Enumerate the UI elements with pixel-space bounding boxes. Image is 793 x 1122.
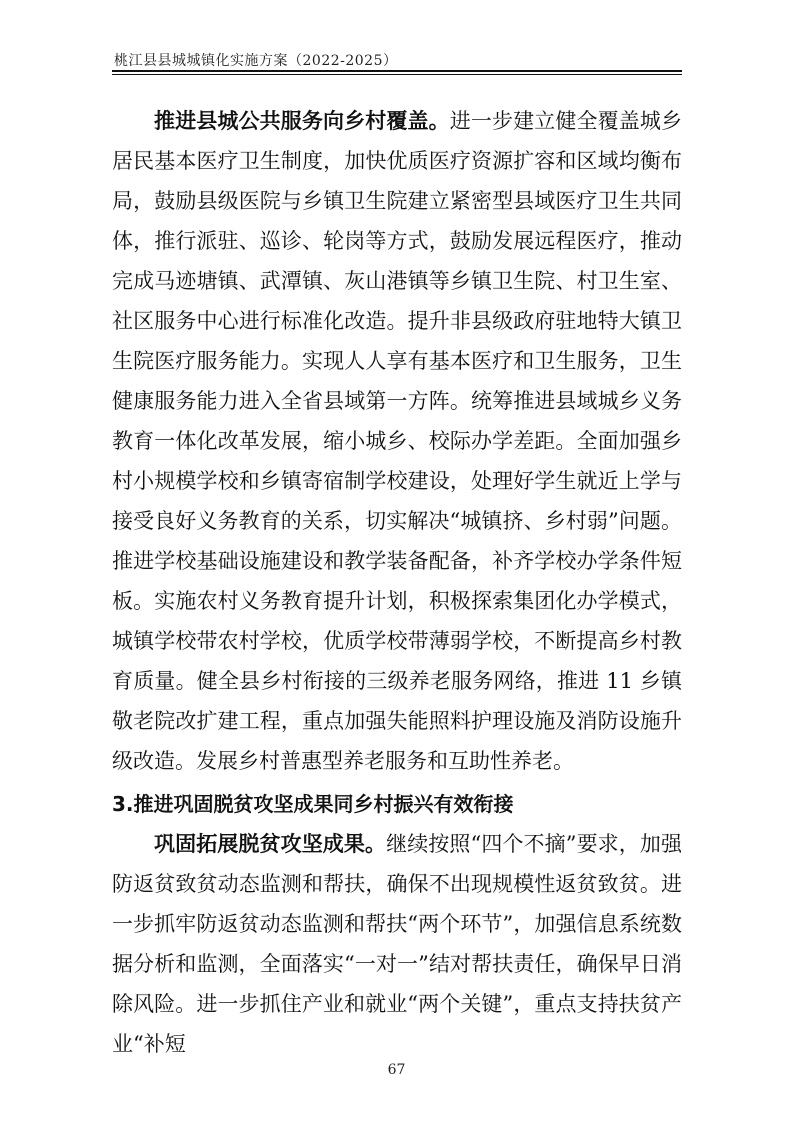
- paragraph-text: 进一步建立健全覆盖城乡居民基本医疗卫生制度，加快优质医疗资源扩容和区域均衡布局，鼓励县级医院与乡镇卫生院建立紧密型县域医疗卫生共同体，推行派驻、巡诊、轮岗等方式，鼓励发展远程医疗，推动完成马迹塘镇、武潭镇、灰山港镇等乡镇卫生院、村卫生室、社区服务中心进行标准化改造。提升非县级政府驻地特大镇卫生院医疗服务能力。实现人人享有基本医疗和卫生服务，卫生健康服务能力进入全省县域第一方阵。统筹推进县域城乡义务教育一体化改革发展，缩小城乡、校际办学差距。全面加强乡村小规模学校和乡镇寄宿制学校建设，处理好学生就近上学与接受良好义务教育的关系，切实解决“城镇挤、乡村弱”问题。推进学校基础设施建设和教学装备配备，补齐学校办学条件短板。实施农村义务教育提升计划，积极探索集团化办学模式，城镇学校带农村学校，优质学校带薄弱学校，不断提高乡村教育质量。健全县乡村衔接的三级养老服务网络，推进 11 乡镇敬老院改扩建工程，重点加强失能照料护理设施及消防设施升级改造。发展乡村普惠型养老服务和互助性养老。: [112, 109, 682, 773]
- document-body: [112, 101, 682, 1064]
- paragraph-lead: 巩固拓展脱贫攻坚成果。: [154, 832, 387, 856]
- paragraph-public-services: [112, 101, 682, 781]
- paragraph-text: 继续按照“四个不摘”要求，加强防返贫致贫动态监测和帮扶，确保不出现规模性返贫致贫。进一步抓牢防返贫动态监测和帮扶“两个环节”，加强信息系统数据分析和监测，全面落实“一对一”结对帮扶责任，确保早日消除风险。进一步抓住产业和就业“两个关键”，重点支持扶贫产业“补短: [112, 832, 682, 1056]
- section-heading: 3.推进巩固脱贫攻坚成果同乡村振兴有效衔接: [112, 792, 514, 816]
- header-rule-thick: [112, 70, 682, 72]
- paragraph-poverty-alleviation: [112, 824, 682, 1064]
- page-header: 桃江县县城城镇化实施方案（2022-2025）: [114, 53, 398, 69]
- paragraph-lead: 推进县城公共服务向乡村覆盖。: [154, 109, 450, 133]
- page-number: 67: [387, 1062, 406, 1078]
- header-rule-thin: [112, 74, 682, 75]
